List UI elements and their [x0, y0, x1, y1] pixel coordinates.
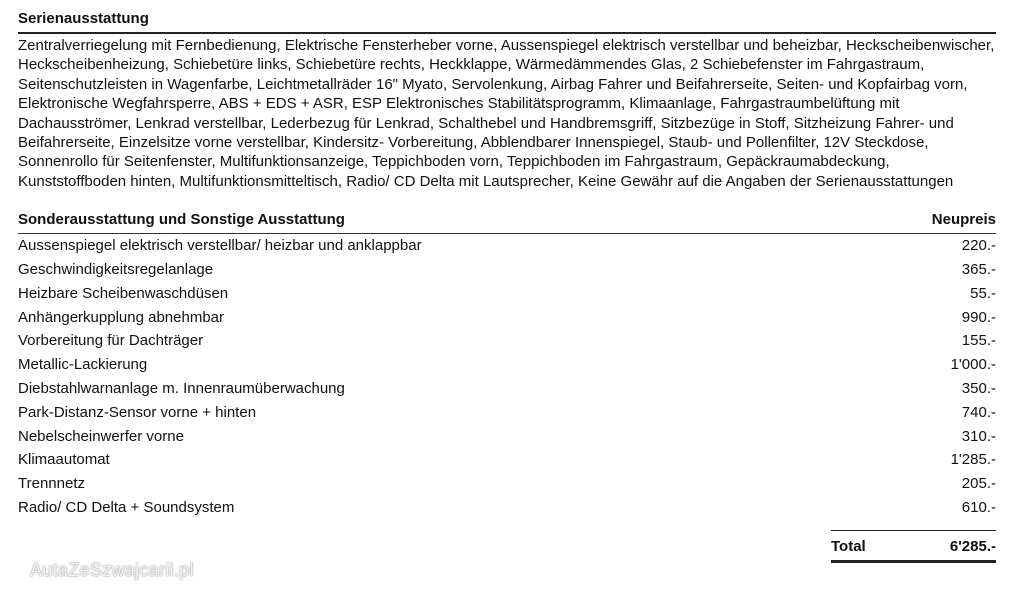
- option-price: 1'000.-: [950, 356, 996, 374]
- standard-equipment-title: Serienausstattung: [18, 10, 149, 27]
- standard-rule: [18, 32, 996, 34]
- option-name: Park-Distanz-Sensor vorne + hinten: [18, 403, 257, 421]
- option-row: [18, 329, 996, 353]
- option-row: [18, 425, 996, 449]
- option-name: Diebstahlwarnanlage m. Innenraumüberwachung: [18, 380, 345, 398]
- option-row: [18, 401, 996, 425]
- option-name: Klimaautomat: [18, 451, 110, 469]
- option-row: [18, 306, 996, 330]
- total-row: [831, 538, 996, 555]
- options-header: [18, 211, 996, 233]
- option-price: 155.-: [961, 332, 996, 350]
- option-name: Aussenspiegel elektrisch verstellbar/ heizbar und anklappbar: [18, 237, 422, 255]
- option-name: Metallic-Lackierung: [18, 356, 148, 374]
- document-page: [18, 0, 996, 560]
- option-name: Nebelscheinwerfer vorne: [18, 427, 184, 445]
- options-title: Sonderausstattung und Sonstige Ausstattung: [18, 211, 345, 229]
- option-row: [18, 353, 996, 377]
- option-row: [18, 472, 996, 496]
- option-price: 310.-: [961, 427, 996, 445]
- option-row: [18, 282, 996, 306]
- option-row: [18, 448, 996, 472]
- price-header: Neupreis: [931, 211, 996, 229]
- option-price: 205.-: [961, 475, 996, 493]
- standard-equipment-text: Zentralverriegelung mit Fernbedienung, Elektrische Fensterheber vorne, Aussenspiegel elektrisch verstellbar und beheizbar, Heckscheibenwischer, Heckscheibenheizung, Schiebetüre links, Schiebetüre rechts, Heckklappe, Wärmedämmendes Glas, 2 Schiebefenster im Fahrgastraum, Seitenschutzleisten in Wagenfarbe, Leichtmetallräder 16" Myato, Servolenkung, Airbag Fahrer und Beifahrerseite, Seiten- und Kopfairbag vorn, Elektronische Wegfahrsperre, ABS + EDS + ASR, ESP Elektronisches Stabilitätsprogramm, Klimaanlage, Fahrgastraumbelüftung mit Dachausströmer, Lenkrad verstellbar, Lederbezug für Lenkrad, Schalthebel und Handbremsgriff, Sitzbezüge in Stoff, Sitzheizung Fahrer- und Beifahrerseite, Einzelsitze vorne verstellbar, Kindersitz- Vorbereitung, Abblendbarer Innenspiegel, Staub- und Pollenfilter, 12V Steckdose, Sonnenrollo für Seitenfenster, Multifunktionsanzeige, Teppichboden vorn, Teppichboden im Fahrgastraum, Gepäckraumabdeckung, Kunststoffboden hinten, Multifunktionsmitteltisch, Radio/ CD Delta mit Lautsprecher, Keine Gewähr auf die Angaben der Serienausstattungen: [18, 37, 995, 190]
- option-name: Geschwindigkeitsregelanlage: [18, 261, 214, 279]
- total-label: Total: [831, 537, 866, 555]
- option-name: Heizbare Scheibenwaschdüsen: [18, 284, 229, 302]
- option-row: [18, 234, 996, 258]
- option-name: Anhängerkupplung abnehmbar: [18, 308, 224, 326]
- option-name: Trennnetz: [18, 475, 85, 493]
- option-price: 55.-: [970, 284, 996, 302]
- options-list: [18, 234, 996, 520]
- option-price: 990.-: [961, 308, 996, 326]
- option-row: [18, 258, 996, 282]
- total-top-rule: [831, 530, 996, 531]
- option-row: [18, 377, 996, 401]
- option-price: 350.-: [961, 380, 996, 398]
- option-name: Vorbereitung für Dachträger: [18, 332, 204, 350]
- option-price: 740.-: [961, 403, 996, 421]
- option-name: Radio/ CD Delta + Soundsystem: [18, 499, 235, 517]
- total-section: [18, 520, 996, 560]
- total-bottom-rule: [831, 560, 996, 563]
- option-price: 365.-: [961, 261, 996, 279]
- option-row: [18, 496, 996, 520]
- option-price: 610.-: [961, 499, 996, 517]
- watermark: AutaZeSzwajcarii.pl: [30, 560, 194, 580]
- total-price: 6'285.-: [949, 537, 996, 555]
- option-price: 1'285.-: [950, 451, 996, 469]
- option-price: 220.-: [961, 237, 996, 255]
